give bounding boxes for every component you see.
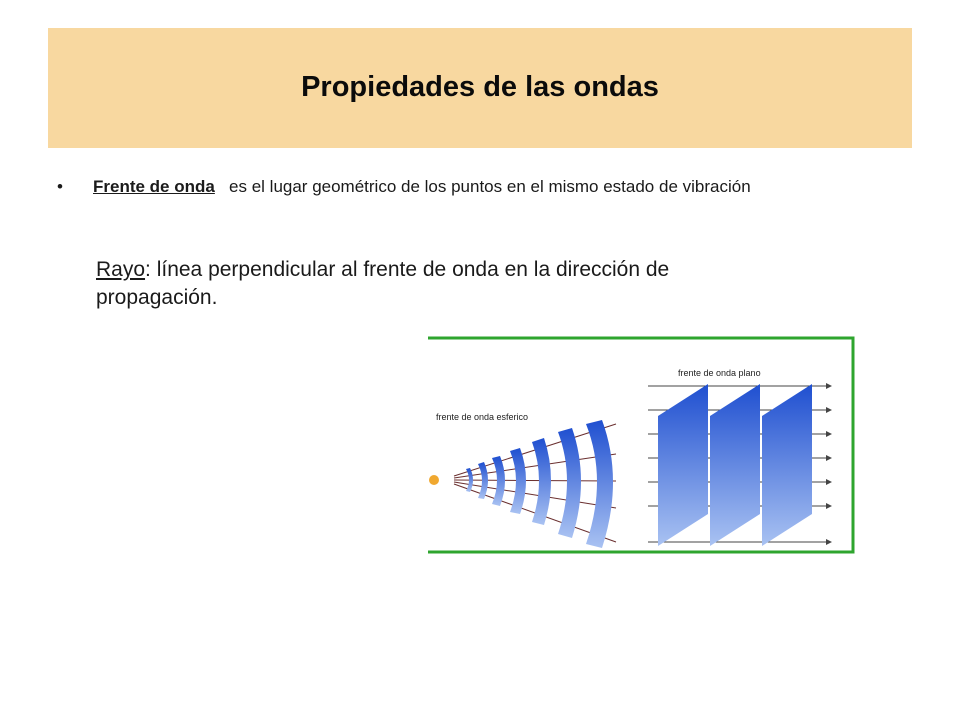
wavefront-figure — [426, 336, 856, 556]
spherical-fronts — [466, 420, 613, 548]
plane-ray-arrows — [826, 383, 832, 545]
label-spherical: frente de onda esferico — [436, 412, 529, 422]
rayo-paragraph — [96, 256, 796, 312]
definition-rayo: : línea perpendicular al frente de onda en la dirección de propagación. — [96, 258, 670, 309]
plane-fronts — [658, 384, 812, 546]
term-frente-de-onda: Frente de onda — [93, 177, 215, 196]
wavefront-diagram — [426, 336, 856, 556]
source-point-icon — [429, 475, 439, 485]
bullet-text — [93, 176, 853, 198]
bullet-marker: • — [57, 177, 63, 196]
label-plane: frente de onda plano — [678, 368, 761, 378]
definition-frente-de-onda: es el lugar geométrico de los puntos en el mismo estado de vibración — [229, 177, 751, 196]
term-rayo: Rayo — [96, 258, 146, 281]
page-title: Propiedades de las ondas — [301, 71, 659, 103]
